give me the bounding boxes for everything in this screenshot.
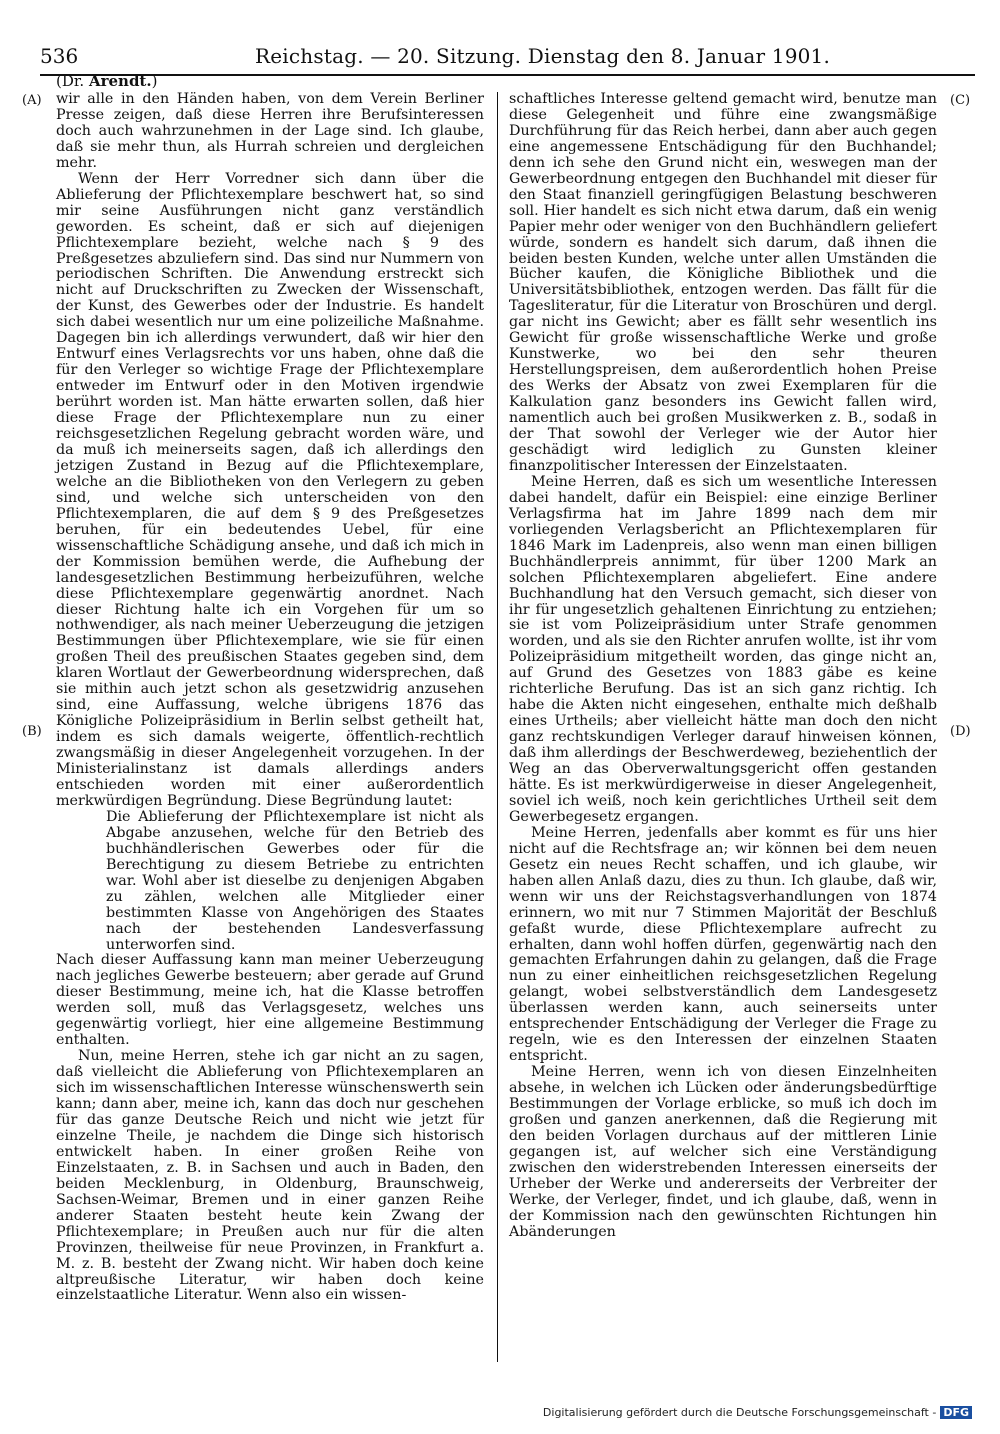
page-number: 536 [40,44,79,68]
speaker-prefix: (Dr. [56,72,85,90]
speaker-label [56,72,157,90]
dfg-logo: DFG [940,1406,972,1419]
margin-marker-c: (C) [950,93,971,108]
left-column [56,92,484,1304]
block-quote: Die Ablieferung der Pflichtexemplare ist nicht als Abgabe anzusehen, welche für den Betrieb des buchhändlerischen Gewerbes oder für die Berechtigung zu diesem Betriebe zu entrichten war. Wohl aber ist dieselbe zu denjenigen Abgaben zu zählen, welchen alle Mitglieder einer bestimmten Klasse von Angehörigen des Staates nach der bestehenden Landesverfassung unterworfen sind. [106,808,484,953]
margin-marker-b: (B) [22,724,42,739]
speaker-name: Arendt. [88,72,152,90]
paragraph: Meine Herren, daß es sich um wesentliche Interessen dabei handelt, dafür ein Beispiel: eine einzige Berliner Verlagsfirma hat im Jahre 1899 nach dem mir vorliegenden Verlagsbericht an Pflichtexemplaren für 1846 Mark im Ladenpreis, also wenn man einen billigen Buchhändlerpreis annimmt, für über 1200 Mark an solchen Pflichtexemplaren abgeliefert. Eine andere Buchhandlung hat den Versuch gemacht, sich dieser von ihr für ungesetzlich gehaltenen Einrichtung zu entziehen; sie ist vom Polizeipräsidium unter Strafe genommen worden, und als sie den Richter anrufen wollte, ist ihr vom Polizeipräsidium mitgetheilt worden, das ginge nicht an, auf Grund des Gesetzes von 1883 gäbe es keine richterliche Berufung. Das ist an sich ganz richtig. Ich habe die Akten nicht eingesehen, enthalte mich deßhalb eines Urtheils; aber vielleicht hätte man doch den nicht ganz rechtskundigen Verleger darauf hinweisen können, daß ihm allerdings der Beschwerdeweg, beziehentlich der Weg an das Oberverwaltungsgericht offen gestanden hätte. Es ist merkwürdigerweise in dieser Angelegenheit, soviel ich weiß, noch kein gerichtliches Urtheil seit dem Gewerbegesetz ergangen. [509,473,937,825]
paragraph: wir alle in den Händen haben, von dem Verein Berliner Presse zeigen, daß diese Herren ihre Berufsinteressen doch auch wahrzunehmen in der Lage sind. Ich glaube, daß sie mehr thun, als Hurrah schreien und dergleichen mehr. [56,91,484,171]
paragraph: Nun, meine Herren, stehe ich gar nicht an zu sagen, daß vielleicht die Ablieferung von Pflichtexemplaren an sich im wissenschaftlichen Interesse wünschenswerth sein kann; dann aber, meine ich, kann das doch nur geschehen für das ganze Deutsche Reich und nicht wie jetzt für einzelne Theile, je nachdem die Dinge sich historisch entwickelt haben. In einer großen Reihe von Einzelstaaten, z. B. in Sachsen und auch in Baden, den beiden Mecklenburg, in Oldenburg, Braunschweig, Sachsen-Weimar, Bremen und in einer ganzen Reihe anderer Staaten besteht heute kein Zwang der Pflichtexemplare; in Preußen auch nur für die alten Provinzen, theilweise für neue Provinzen, in Frankfurt a. M. z. B. besteht der Zwang nicht. Wir haben doch keine altpreußische Literatur, wir haben doch keine einzelstaatliche Literatur. Wenn also ein wissen- [56,1048,484,1304]
running-header [40,40,975,76]
digitization-credit [543,1406,972,1419]
margin-marker-d: (D) [950,724,971,739]
column-divider [497,92,498,1362]
paragraph: Meine Herren, jedenfalls aber kommt es für uns hier nicht auf die Rechtsfrage an; wir können bei dem neuen Gesetz ein neues Recht schaffen, und ich glaube, wir haben allen Anlaß dazu, dies zu thun. Ich glaube, daß wir, wenn wir uns der Reichstagsverhandlungen von 1874 erinnern, wo mit nur 7 Stimmen Majorität der Beschluß gefaßt wurde, diese Pflichtexemplare aufrecht zu erhalten, dann wohl hoffen dürfen, gegenwärtig nach den gemachten Erfahrungen dahin zu gelangen, daß die Frage nun zu einer einheitlichen reichsgesetzlichen Regelung gelangt, wobei selbstverständlich dem Landesgesetz überlassen werden kann, auch seinerseits unter entsprechender Entschädigung der Verleger die Frage zu regeln, wie es den Interessen der einzelnen Staaten entspricht. [509,824,937,1065]
paragraph: Nach dieser Auffassung kann man meiner Ueberzeugung nach jegliches Gewerbe besteuern; aber gerade auf Grund dieser Bestimmung, meine ich, hat die Klasse betroffen werden soll, muß das Verlagsgesetz, welches uns gegenwärtig vorliegt, hier eine allgemeine Bestimmung enthalten. [56,952,484,1049]
running-title: Reichstag. — 20. Sitzung. Dienstag den 8. Januar 1901. [255,44,831,68]
paragraph: Meine Herren, wenn ich von diesen Einzelnheiten absehe, in welchen ich Lücken oder änderungsbedürftige Bestimmungen der Vorlage erblicke, so muß ich doch im großen und ganzen anerkennen, daß die Regierung mit den beiden Vorlagen durchaus auf der mittleren Linie gegangen ist, auf welcher sich eine Verständigung zwischen den widerstrebenden Interessen einerseits der Urheber der Werke und andererseits der Verbreiter der Werke, der Verleger, findet, und ich glaube, daß, wenn in der Kommission nach den gewünschten Richtungen hin Abänderungen [509,1064,937,1240]
right-column [509,92,937,1241]
speaker-suffix: ) [151,72,158,90]
credit-text: Digitalisierung gefördert durch die Deutsche Forschungsgemeinschaft - [542,1406,937,1419]
paragraph: Wenn der Herr Vorredner sich dann über die Ablieferung der Pflichtexemplare beschwert hat, so sind mir seine Ausführungen nicht ganz verständlich geworden. Es scheint, daß er sich auf diejenigen Pflichtexemplare bezieht, welche nach § 9 des Preßgesetzes abzuliefern sind. Das sind nur Nummern von periodischen Schriften. Die Anwendung erstreckt sich nicht auf Druckschriften zu Zwecken der Wissenschaft, der Kunst, des Gewerbes oder der Industrie. Es handelt sich dabei wesentlich nur um eine polizeiliche Maßnahme. Dagegen bin ich allerdings verwundert, daß wir hier den Entwurf eines Verlagsrechts vor uns haben, ohne daß die für den Verleger so wichtige Frage der Pflichtexemplare entweder im Entwurf oder in den Motiven irgendwie berührt worden ist. Man hätte erwarten sollen, daß hier diese Frage der Pflichtexemplare nun zu einer reichsgesetzlichen Regelung gebracht worden wäre, und da muß ich meinerseits sagen, daß ich allerdings den jetzigen Zustand in Bezug auf die Pflichtexemplare, welche an die Bibliotheken von den Verlegern zu geben sind, und welche sich unterscheiden von den Pflichtexemplaren, die auf dem § 9 des Preßgesetzes beruhen, für ein bedeutendes Uebel, für eine wissenschaftliche Schädigung ansehe, und daß ich mich in der Kommission bemühen werde, die Aufhebung der landesgesetzlichen Bestimmung herbeizuführen, welche diese Pflichtexemplare gegenwärtig anordnet. Nach dieser Richtung halte ich ein Vorgehen für um so nothwendiger, als nach meiner Ueberzeugung die jetzigen Bestimmungen über Pflichtexemplare, wie sie für einen großen Theil des preußischen Staates gegeben sind, dem klaren Wortlaut der Gewerbeordnung widersprechen, daß sie mithin auch jetzt schon als gesetzwidrig anzusehen sind, eine Auffassung, welche übrigens 1876 das Königliche Polizeipräsidium in Berlin selbst getheilt hat, indem es sich damals weigerte, öffentlich-rechtlich zwangsmäßig in dieser Angelegenheit vorzugehen. In der Ministerialinstanz ist damals allerdings anders entschieden worden mit einer außerordentlich merkwürdigen Begründung. Diese Begründung lautet: [56,170,484,809]
margin-marker-a: (A) [22,93,42,108]
paragraph: schaftliches Interesse geltend gemacht wird, benutze man diese Gelegenheit und führe eine zwangsmäßige Durchführung für das Reich herbei, dann aber auch gegen eine angemessene Entschädigung für den Buchhandel; denn ich sehe den Grund nicht ein, weswegen man der Gewerbeordnung entgegen den Buchhandel mit dieser für den Staat finanziell geringfügigen Belastung beschweren soll. Hier handelt es sich nicht etwa darum, daß ein wenig Papier mehr oder weniger von den Buchhändlern geliefert würde, sondern es handelt sich darum, daß ihnen die beiden besten Kunden, welche unter allen Umständen die Bücher kaufen, die Königliche Bibliothek und die Universitätsbibliothek, entzogen werden. Das fällt für die Tagesliteratur, für die Literatur von Broschüren und dergl. gar nicht ins Gewicht; aber es fällt sehr wesentlich ins Gewicht für große wissenschaftliche Werke und große Kunstwerke, wo bei den sehr theuren Herstellungspreisen, dem außerordentlich hohen Preise des Werks der Absatz von zwei Exemplaren für die Kalkulation ganz besonders ins Gewicht fallen wird, namentlich auch bei großen Musikwerken z. B., sodaß in der That sowohl der Verleger wie der Autor hier geschädigt wird lediglich zu Gunsten kleiner finanzpolitischer Interessen der Einzelstaaten. [509,91,937,474]
